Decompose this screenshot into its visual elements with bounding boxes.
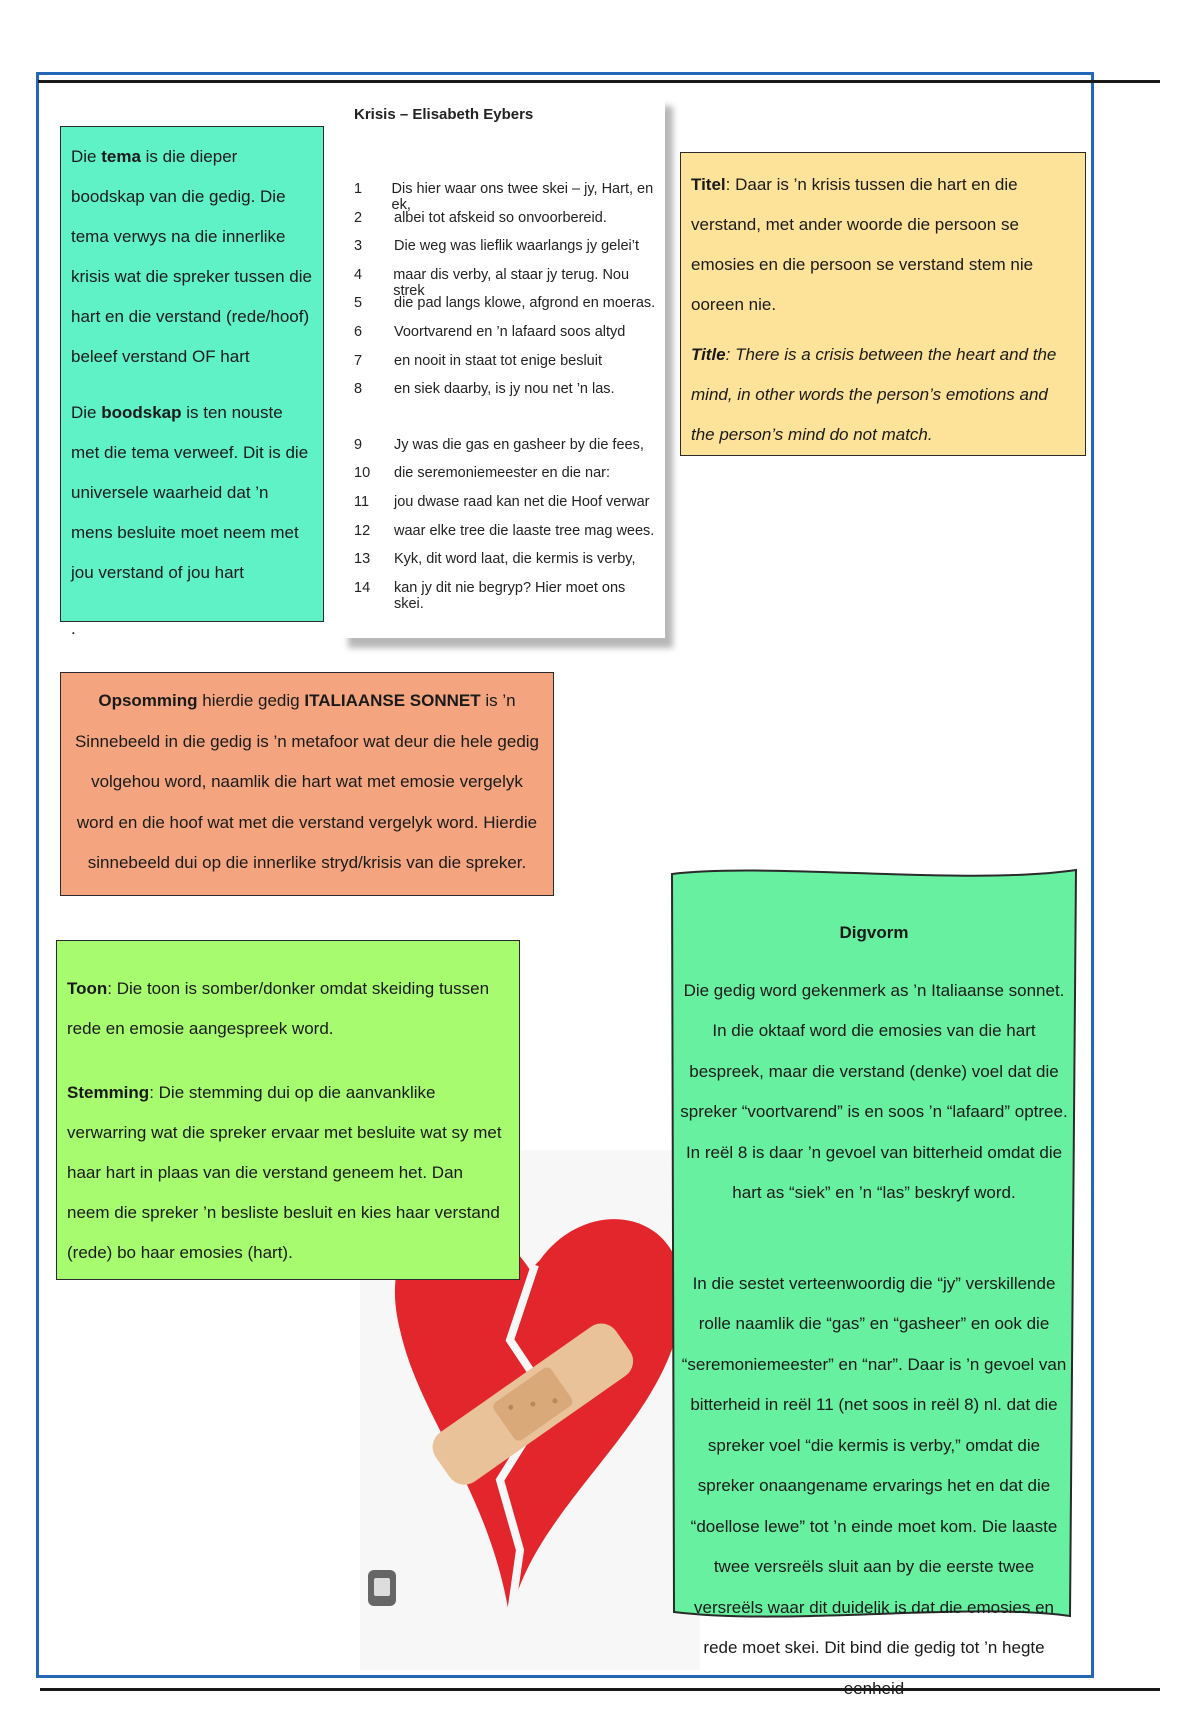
poem-line — [354, 381, 659, 410]
poem-line — [354, 523, 659, 552]
poem-line — [354, 465, 659, 494]
poem-line — [354, 494, 659, 523]
line-text: en nooit in staat tot enige besluit — [394, 353, 602, 382]
line-number: 12 — [354, 523, 394, 552]
tone-text: Toon: Die toon is somber/donker omdat skeiding tussen rede en emosie aangespreek word. — [67, 969, 509, 1049]
poem-line — [354, 238, 659, 267]
line-number: 10 — [354, 465, 394, 494]
poem-line — [354, 353, 659, 382]
line-text: kan jy dit nie begryp? Hier moet ons skei. — [394, 580, 659, 609]
poem-lines — [354, 181, 659, 608]
line-number: 8 — [354, 381, 394, 410]
line-number: 5 — [354, 295, 394, 324]
title-af: Titel: Daar is ’n krisis tussen die hart en die verstand, met ander woorde die persoon se emosies en die persoon se verstand stem nie ooreen nie. — [691, 165, 1075, 325]
poem-line — [354, 437, 659, 466]
poem-line — [354, 267, 659, 296]
poem-line — [354, 295, 659, 324]
poem-line — [354, 580, 659, 609]
verse-form-sestet: In die sestet verteenwoordig die “jy” verskillende rolle naamlik die “gas” en “gasheer” en ook die “seremoniemeester” en “nar”. Daar is ’n gevoel van bitterheid in reël 11 (net soos in reël 8) nl. dat die spreker voel “die kermis is verby,” omdat die spreker onaangename ervarings het en dat die “doellose lewe” tot ’n einde moet kom. Die laaste twee versreëls sluit aan by die eerste twee versreëls waar dit duidelik is dat die emosies en rede moet skei. Dit bind die gedig tot ’n hegte — [678, 1264, 1070, 1709]
line-number: 4 — [354, 267, 393, 296]
poem-line — [354, 324, 659, 353]
line-number: 6 — [354, 324, 394, 353]
verse-form-title: Digvorm — [678, 913, 1070, 954]
line-number: 7 — [354, 353, 394, 382]
line-number: 1 — [354, 181, 392, 210]
title-box — [680, 152, 1086, 456]
line-number: 13 — [354, 551, 394, 580]
bottom-rule — [40, 1688, 1160, 1691]
tone-box — [56, 940, 520, 1280]
poem-line — [354, 181, 659, 210]
line-number: 9 — [354, 437, 394, 466]
poem-title: Krisis – Elisabeth Eybers — [354, 106, 533, 123]
line-text: jou dwase raad kan net die Hoof verwar — [394, 494, 650, 523]
line-number: 11 — [354, 494, 394, 523]
line-text: maar dis verby, al staar jy terug. Nou strek — [393, 267, 659, 296]
line-text: die seremoniemeester en die nar: — [394, 465, 610, 494]
poem-line — [354, 551, 659, 580]
poem-card — [340, 96, 665, 638]
line-number: 2 — [354, 210, 394, 239]
poem-line — [354, 210, 659, 239]
line-text: die pad langs klowe, afgrond en moeras. — [394, 295, 655, 324]
theme-paragraph: Die tema is die dieper boodskap van die gedig. Die tema verwys na die innerlike krisis wat die spreker tussen die hart en die verstand (rede/hoof) beleef verstand OF hart — [71, 137, 313, 377]
theme-box — [60, 126, 324, 622]
verse-form-box — [670, 870, 1078, 1618]
top-rule — [38, 80, 1160, 83]
line-text: Die weg was lieflik waarlangs jy gelei’t — [394, 238, 639, 267]
line-text: albei tot afskeid so onvoorbereid. — [394, 210, 607, 239]
line-text: waar elke tree die laaste tree mag wees. — [394, 523, 654, 552]
line-number: 14 — [354, 580, 394, 609]
line-number: 3 — [354, 238, 394, 267]
summary-box — [60, 672, 554, 896]
line-text: Voortvarend en ’n lafaard soos altyd — [394, 324, 625, 353]
mood-text: Stemming: Die stemming dui op die aanvanklike verwarring wat die spreker ervaar met besluite wat sy met haar hart in plaas van die verstand geneem het. Dan neem die spreker ’n besliste besluit en kies haar verstand (rede) bo haar emosies (hart). — [67, 1073, 509, 1273]
title-en: Title: There is a crisis between the heart and the mind, in other words the person’s emotions and the person’s mind do not match. — [691, 335, 1075, 455]
verse-form-octave: Die gedig word gekenmerk as ’n Italiaanse sonnet. In die oktaaf word die emosies van die hart bespreek, maar die verstand (denke) voel dat die spreker “voortvarend” is en soos ’n “lafaard” optree. In reël 8 is daar ’n gevoel van bitterheid omdat die hart as “siek” en ’n “las” beskryf word. — [678, 971, 1070, 1214]
summary-text: Opsomming hierdie gedig ITALIAANSE SONNET is ’n Sinnebeeld in die gedig is ’n metafoor wat deur die hele gedig volgehou word, naamlik die hart wat met emosie vergelyk word en die hoof wat met die verstand vergelyk word. Hierdie sinnebeeld dui op die innerlike stryd/krisis van die spreker. — [71, 681, 543, 884]
image-badge-icon — [368, 1570, 396, 1606]
line-text: Kyk, dit word laat, die kermis is verby, — [394, 551, 635, 580]
message-paragraph: Die boodskap is ten nouste met die tema verweef. Dit is die universele waarheid dat ’n mens besluite moet neem met jou verstand of jou hart — [71, 393, 313, 593]
theme-dot: . — [71, 609, 313, 649]
line-text: Dis hier waar ons twee skei – jy, Hart, en ek, — [392, 181, 659, 210]
line-text: en siek daarby, is jy nou net ’n las. — [394, 381, 615, 410]
line-text: Jy was die gas en gasheer by die fees, — [394, 437, 644, 466]
